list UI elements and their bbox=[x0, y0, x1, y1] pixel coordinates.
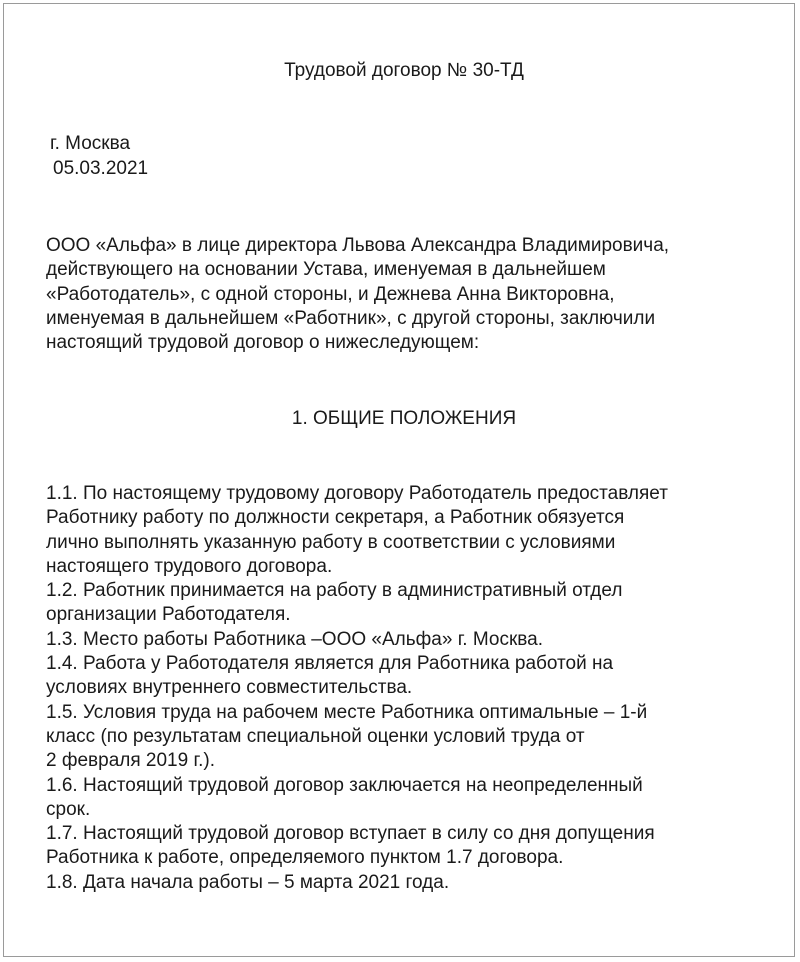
clause-list bbox=[46, 482, 791, 895]
clause-line: организации Работодателя. bbox=[46, 604, 291, 626]
clause-1-2 bbox=[46, 579, 791, 628]
clause-line: 1.4. Работа у Работодателя является для Работника работой на bbox=[46, 653, 614, 675]
clause-line: настоящего трудового договора. bbox=[46, 555, 333, 577]
clause-1-7 bbox=[46, 822, 791, 871]
preamble-line: настоящий трудовой договор о нижеследующем: bbox=[46, 332, 480, 354]
clause-1-8 bbox=[46, 871, 791, 895]
clause-line: 1.2. Работник принимается на работу в административный отдел bbox=[46, 580, 623, 602]
clause-line: условиях внутреннего совместительства. bbox=[46, 677, 413, 699]
document-date: 05.03.2021 bbox=[53, 158, 149, 179]
preamble-line: «Работодатель», с одной стороны, и Дежнева Анна Викторовна, bbox=[46, 283, 615, 305]
document-page bbox=[3, 3, 795, 957]
clause-line: 2 февраля 2019 г.). bbox=[46, 750, 215, 772]
clause-line: 1.5. Условия труда на рабочем месте Работника оптимальные – 1-й bbox=[46, 701, 648, 723]
document-city: г. Москва bbox=[50, 133, 131, 154]
clause-line: 1.7. Настоящий трудовой договор вступает в силу со дня допущения bbox=[46, 823, 655, 845]
clause-line: 1.8. Дата начала работы – 5 марта 2021 года. bbox=[46, 871, 450, 893]
clause-line: лично выполнять указанную работу в соответствии с условиями bbox=[46, 531, 616, 553]
clause-1-1 bbox=[46, 482, 791, 579]
preamble-line: именуемая в дальнейшем «Работник», с другой стороны, заключили bbox=[46, 307, 656, 329]
clause-1-5 bbox=[46, 701, 791, 774]
clause-line: класс (по результатам специальной оценки условий труда от bbox=[46, 725, 585, 747]
preamble-line: действующего на основании Устава, именуемая в дальнейшем bbox=[46, 259, 606, 281]
clause-line: Работника к работе, определяемого пунктом 1.7 договора. bbox=[46, 847, 564, 869]
clause-line: 1.1. По настоящему трудовому договору Работодатель предоставляет bbox=[46, 483, 668, 504]
clause-1-4 bbox=[46, 652, 791, 701]
preamble-line: ООО «Альфа» в лице директора Львова Александра Владимировича, bbox=[46, 235, 670, 256]
document-title: Трудовой договор № 30-ТД bbox=[284, 60, 524, 81]
clause-line: 1.6. Настоящий трудовой договор заключается на неопределенный bbox=[46, 774, 643, 796]
clause-line: срок. bbox=[46, 798, 91, 820]
clause-line: 1.3. Место работы Работника –ООО «Альфа» г. Москва. bbox=[46, 628, 544, 650]
section-title: 1. ОБЩИЕ ПОЛОЖЕНИЯ bbox=[291, 408, 517, 429]
clause-1-3 bbox=[46, 628, 791, 652]
clause-line: Работнику работу по должности секретаря, а Работник обязуется bbox=[46, 507, 625, 529]
preamble bbox=[46, 234, 786, 355]
clause-1-6 bbox=[46, 774, 791, 823]
